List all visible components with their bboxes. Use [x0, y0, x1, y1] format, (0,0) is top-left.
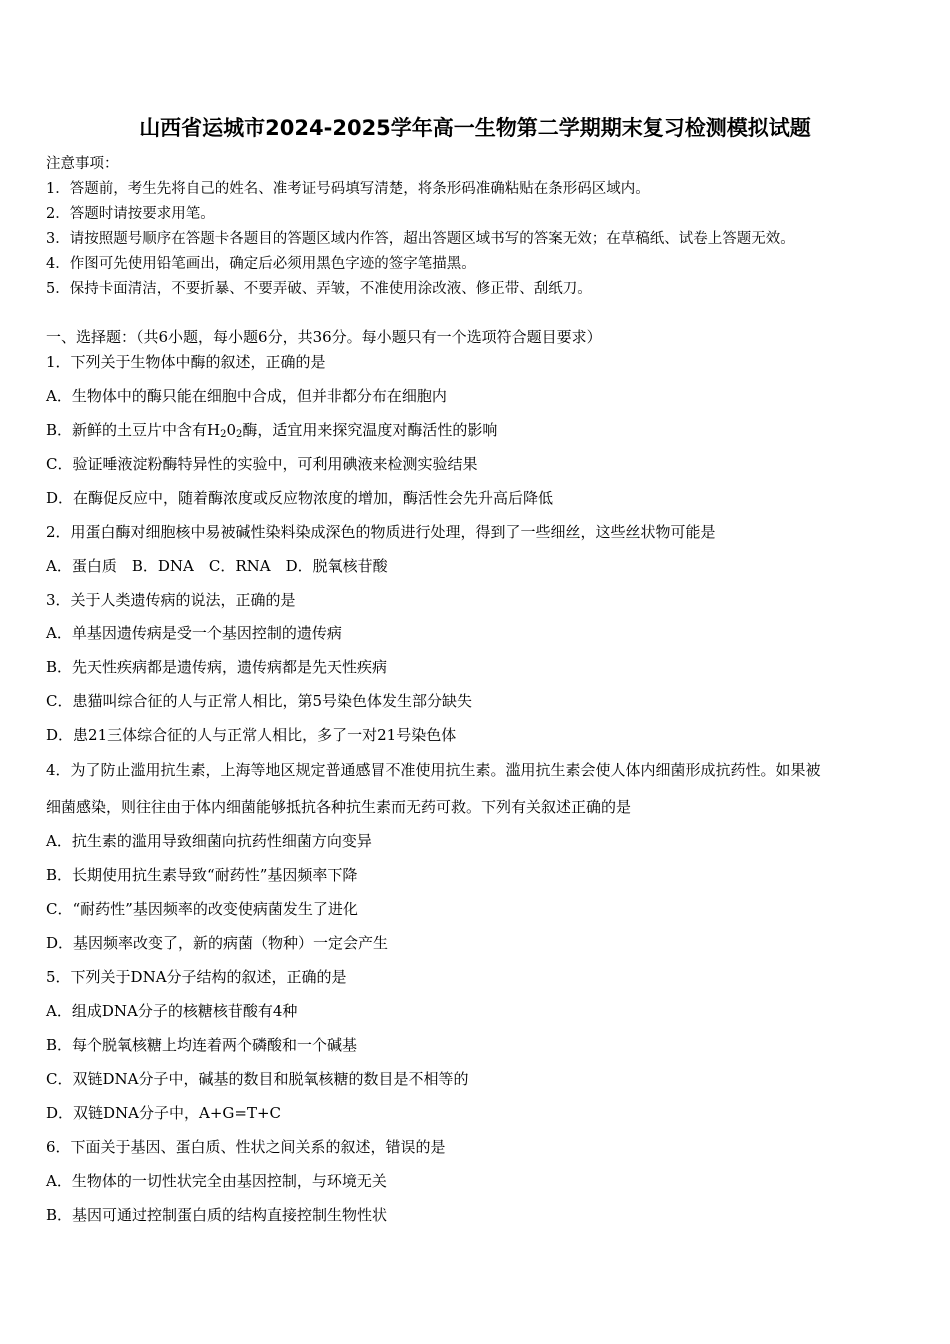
question-stem-continued: 细菌感染，则往往由于体内细菌能够抵抗各种抗生素而无药可救。下列有关叙述正确的是	[46, 798, 632, 816]
question-stem: 4．为了防止滥用抗生素，上海等地区规定普通感冒不准使用抗生素。滥用抗生素会使人体内细菌形成抗药性。如果被	[46, 761, 821, 779]
option-b: B．基因可通过控制蛋白质的结构直接控制生物性状	[46, 1206, 388, 1224]
option-a: A．生物体的一切性状完全由基因控制，与环境无关	[46, 1172, 387, 1190]
section-heading: 一、选择题：（共6小题，每小题6分，共36分。每小题只有一个选项符合题目要求）	[46, 328, 602, 346]
option-a: A．生物体中的酶只能在细胞中合成，但并非都分布在细胞内	[46, 387, 447, 405]
notes-item: 5．保持卡面清洁，不要折暴、不要弄破、弄皱，不准使用涂改液、修正带、刮纸刀。	[46, 281, 592, 297]
option-b-text: 0	[226, 421, 237, 439]
option-row: A．蛋白质 B．DNA C．RNA D．脱氧核苷酸	[46, 557, 388, 575]
option-c: C．“耐药性”基因频率的改变使病菌发生了进化	[46, 900, 358, 918]
notes-item: 3．请按照题号顺序在答题卡各题目的答题区域内作答，超出答题区域书写的答案无效；在草稿纸、试卷上答题无效。	[46, 231, 795, 247]
option-a: A．抗生素的滥用导致细菌向抗药性细菌方向变异	[46, 832, 372, 850]
question-stem: 2．用蛋白酶对细胞核中易被碱性染料染成深色的物质进行处理，得到了一些细丝，这些丝状物可能是	[46, 523, 716, 541]
question-stem: 3．关于人类遗传病的说法，正确的是	[46, 591, 296, 609]
notes-heading: 注意事项：	[46, 156, 119, 172]
page-title: 山西省运城市2024-2025学年高一生物第二学期期末复习检测模拟试题	[139, 116, 811, 140]
option-d: D．基因频率改变了，新的病菌（物种）一定会产生	[46, 934, 389, 952]
option-b	[46, 419, 497, 440]
option-c: C．患猫叫综合征的人与正常人相比，第5号染色体发生部分缺失	[46, 692, 473, 710]
option-d: D．双链DNA分子中，A+G=T+C	[46, 1104, 282, 1122]
option-b-text: 酶，适宜用来探究温度对酶活性的影响	[242, 421, 498, 439]
option-b: B．长期使用抗生素导致“耐药性”基因频率下降	[46, 866, 358, 884]
option-d: D．在酶促反应中，随着酶浓度或反应物浓度的增加，酶活性会先升高后降低	[46, 489, 554, 507]
option-a: A．单基因遗传病是受一个基因控制的遗传病	[46, 624, 342, 642]
subscript: 2	[220, 429, 227, 440]
question-stem: 5．下列关于DNA分子结构的叙述，正确的是	[46, 968, 347, 986]
notes-item: 2．答题时请按要求用笔。	[46, 206, 215, 222]
question-stem: 6．下面关于基因、蛋白质、性状之间关系的叙述，错误的是	[46, 1138, 446, 1156]
subscript: 2	[236, 429, 243, 440]
option-b-text: B．新鲜的土豆片中含有H	[46, 421, 221, 439]
option-c: C．双链DNA分子中，碱基的数目和脱氧核糖的数目是不相等的	[46, 1070, 469, 1088]
notes-item: 1．答题前，考生先将自己的姓名、准考证号码填写清楚，将条形码准确粘贴在条形码区域内。	[46, 181, 650, 197]
option-b: B．每个脱氧核糖上均连着两个磷酸和一个碱基	[46, 1036, 358, 1054]
option-c: C．验证唾液淀粉酶特异性的实验中，可利用碘液来检测实验结果	[46, 455, 478, 473]
option-d: D．患21三体综合征的人与正常人相比，多了一对21号染色体	[46, 726, 457, 744]
question-stem: 1．下列关于生物体中酶的叙述，正确的是	[46, 353, 326, 371]
option-a: A．组成DNA分子的核糖核苷酸有4种	[46, 1002, 298, 1020]
notes-item: 4．作图可先使用铅笔画出，确定后必须用黑色字迹的签字笔描黑。	[46, 256, 476, 272]
option-b: B．先天性疾病都是遗传病，遗传病都是先天性疾病	[46, 658, 388, 676]
